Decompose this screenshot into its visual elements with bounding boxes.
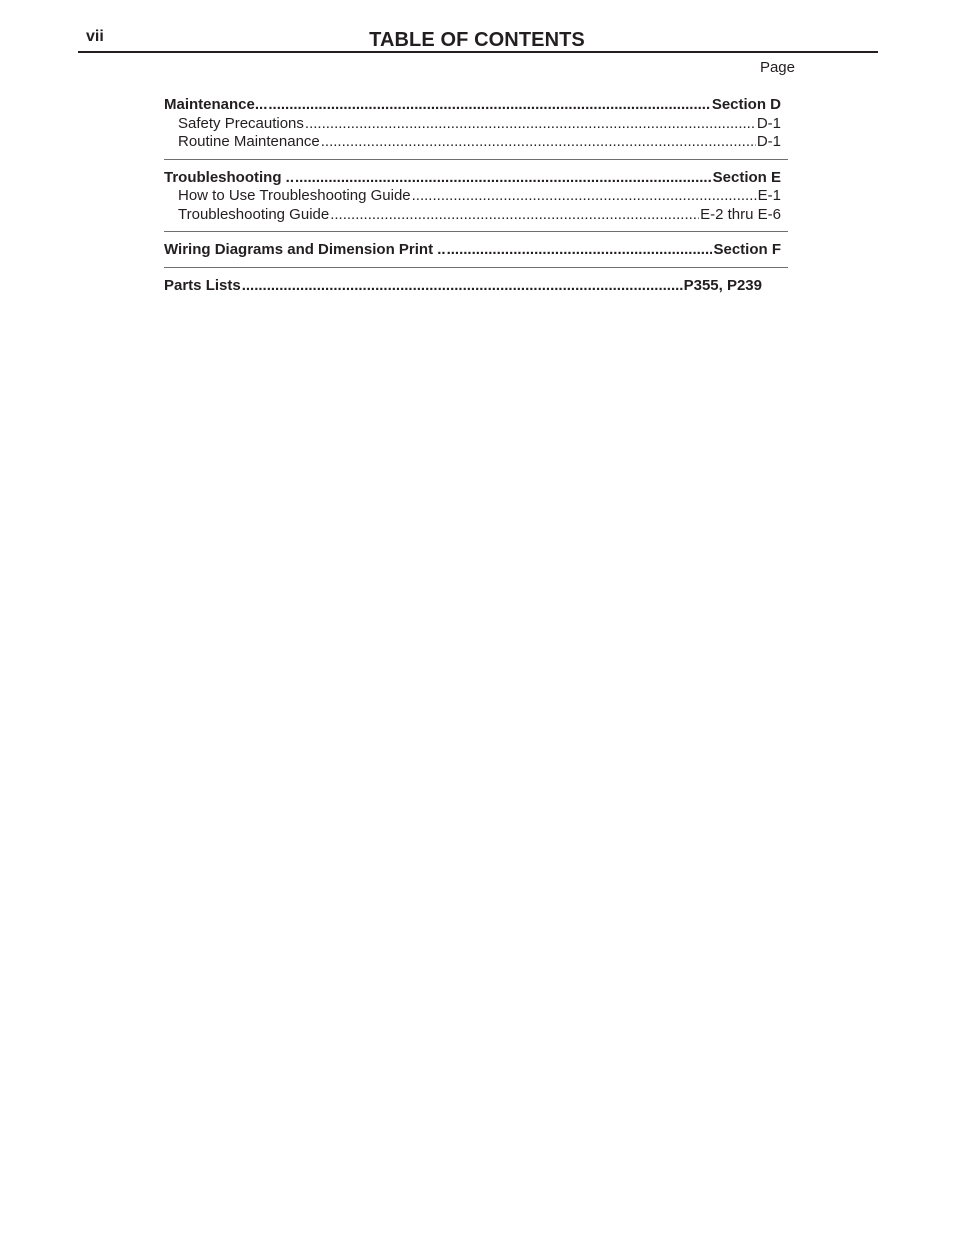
toc-entry-page: Section D: [711, 96, 781, 113]
toc-entry-label: Maintenance...: [164, 96, 268, 113]
toc-entry-label: Safety Precautions: [178, 114, 304, 132]
page-number: vii: [86, 28, 104, 45]
toc-entry-safety-precautions[interactable]: [164, 115, 781, 134]
toc-entry-label: Parts Lists: [164, 276, 241, 294]
dot-leader: [295, 169, 712, 188]
toc-entry-how-to-use-troubleshooting-guide[interactable]: [164, 187, 781, 206]
toc-entry-label: How to Use Troubleshooting Guide: [178, 187, 411, 204]
toc-entry-page: E-1: [757, 187, 781, 204]
dot-leader: [242, 277, 683, 296]
title-rule: [78, 51, 878, 53]
page-column-label: Page: [759, 59, 795, 76]
toc-entry-troubleshooting-guide[interactable]: [164, 206, 781, 225]
toc-entry-page: D-1: [756, 114, 781, 132]
toc-section-troubleshooting: [164, 169, 788, 233]
dot-leader: [305, 115, 756, 134]
toc-entry-page: Section E: [712, 168, 781, 186]
dot-leader: [447, 241, 713, 260]
toc-entry-parts-lists[interactable]: [164, 277, 762, 296]
dot-leader: [330, 206, 699, 225]
dot-leader: [268, 96, 710, 115]
toc-section-parts: [164, 277, 788, 303]
toc-section-maintenance: [164, 96, 788, 160]
toc-entry-page: E-2 thru E-6: [700, 205, 781, 223]
toc-entry-maintenance[interactable]: [164, 96, 781, 115]
toc-entry-page: D-1: [756, 133, 781, 150]
toc-entry-label: Wiring Diagrams and Dimension Print ..: [164, 241, 446, 258]
toc-entry-page: Section F: [713, 241, 781, 258]
dot-leader: [321, 133, 756, 152]
toc-section-wiring: [164, 241, 788, 268]
toc-entry-label: Troubleshooting Guide: [178, 205, 330, 223]
toc-entry-label: Routine Maintenance: [178, 133, 320, 150]
toc-entry-wiring-diagrams[interactable]: [164, 241, 781, 260]
toc-entry-troubleshooting[interactable]: [164, 169, 781, 188]
dot-leader: [412, 187, 757, 206]
toc-entry-label: Troubleshooting ..: [164, 168, 294, 186]
toc-entry-routine-maintenance[interactable]: [164, 133, 781, 152]
toc-entry-page: P355, P239: [683, 276, 762, 294]
table-of-contents: [164, 96, 788, 302]
page-title: TABLE OF CONTENTS: [369, 29, 585, 51]
